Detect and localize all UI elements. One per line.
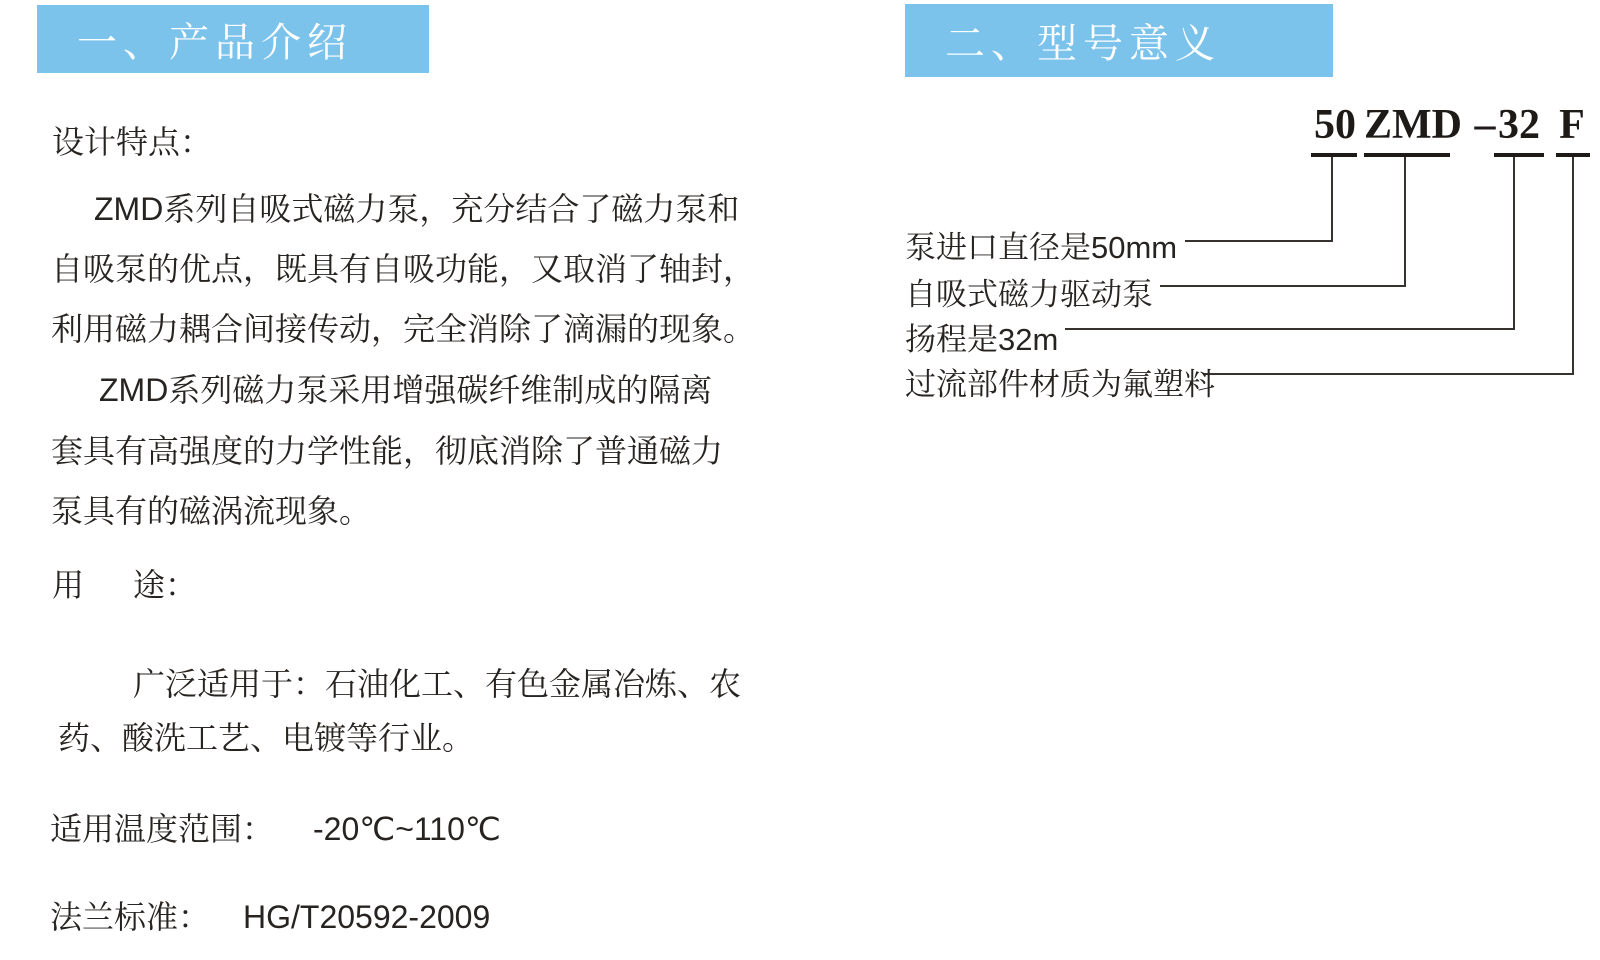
temp-range-value: -20℃~110℃: [313, 811, 501, 847]
model-connector-hline-series: [1160, 285, 1406, 287]
flange-standard-label: 法兰标准：: [50, 899, 211, 935]
model-connector-hline-inlet: [1185, 240, 1333, 242]
model-label-head: 扬程是32m: [905, 322, 1059, 357]
usage-heading-char1: 用: [52, 567, 85, 603]
intro-paragraph2-line2: 套具有高强度的力学性能，彻底消除了普通磁力: [51, 433, 724, 469]
model-code-dash: –: [1474, 102, 1496, 148]
usage-heading-char2: 途：: [133, 567, 198, 603]
model-connector-hline-head: [1065, 328, 1515, 330]
model-banner-title: 二、型号意义: [945, 22, 1221, 66]
intro-paragraph2-line1: ZMD系列磁力泵采用增强碳纤维制成的隔离: [99, 372, 713, 408]
model-underline-inlet: [1311, 153, 1357, 157]
usage-line2: 药、酸洗工艺、电镀等行业。: [58, 720, 475, 756]
intro-paragraph2-line3: 泵具有的磁涡流现象。: [51, 493, 372, 529]
model-underline-series: [1364, 153, 1450, 157]
design-features-heading: 设计特点：: [52, 124, 213, 160]
model-connector-vline-series: [1404, 157, 1406, 287]
intro-banner: [37, 5, 429, 73]
usage-line1: 广泛适用于：石油化工、有色金属冶炼、农: [133, 666, 742, 702]
model-connector-vline-head: [1513, 157, 1515, 330]
model-label-material: 过流部件材质为氟塑料: [905, 367, 1215, 402]
model-label-pump-type: 自吸式磁力驱动泵: [905, 277, 1153, 312]
temp-range-label: 适用温度范围：: [50, 811, 275, 847]
intro-paragraph1-line2: 自吸泵的优点，既具有自吸功能，又取消了轴封，: [51, 251, 756, 287]
model-code-head: 32: [1498, 102, 1540, 148]
model-banner: [905, 4, 1333, 77]
model-code-material: F: [1559, 102, 1585, 148]
model-label-inlet-diameter: 泵进口直径是50mm: [905, 230, 1178, 265]
intro-paragraph1-line1: ZMD系列自吸式磁力泵，充分结合了磁力泵和: [94, 191, 740, 227]
model-code-series: ZMD: [1364, 102, 1462, 148]
flange-standard-value: HG/T20592-2009: [243, 899, 491, 935]
model-code-inlet: 50: [1314, 102, 1356, 148]
model-underline-head: [1494, 153, 1544, 157]
model-connector-hline-material: [1203, 373, 1574, 375]
intro-paragraph1-line3: 利用磁力耦合间接传动，完全消除了滴漏的现象。: [51, 311, 756, 347]
intro-banner-title: 一、产品介绍: [77, 20, 353, 65]
model-connector-vline-material: [1572, 157, 1574, 375]
model-connector-vline-inlet: [1331, 157, 1333, 242]
